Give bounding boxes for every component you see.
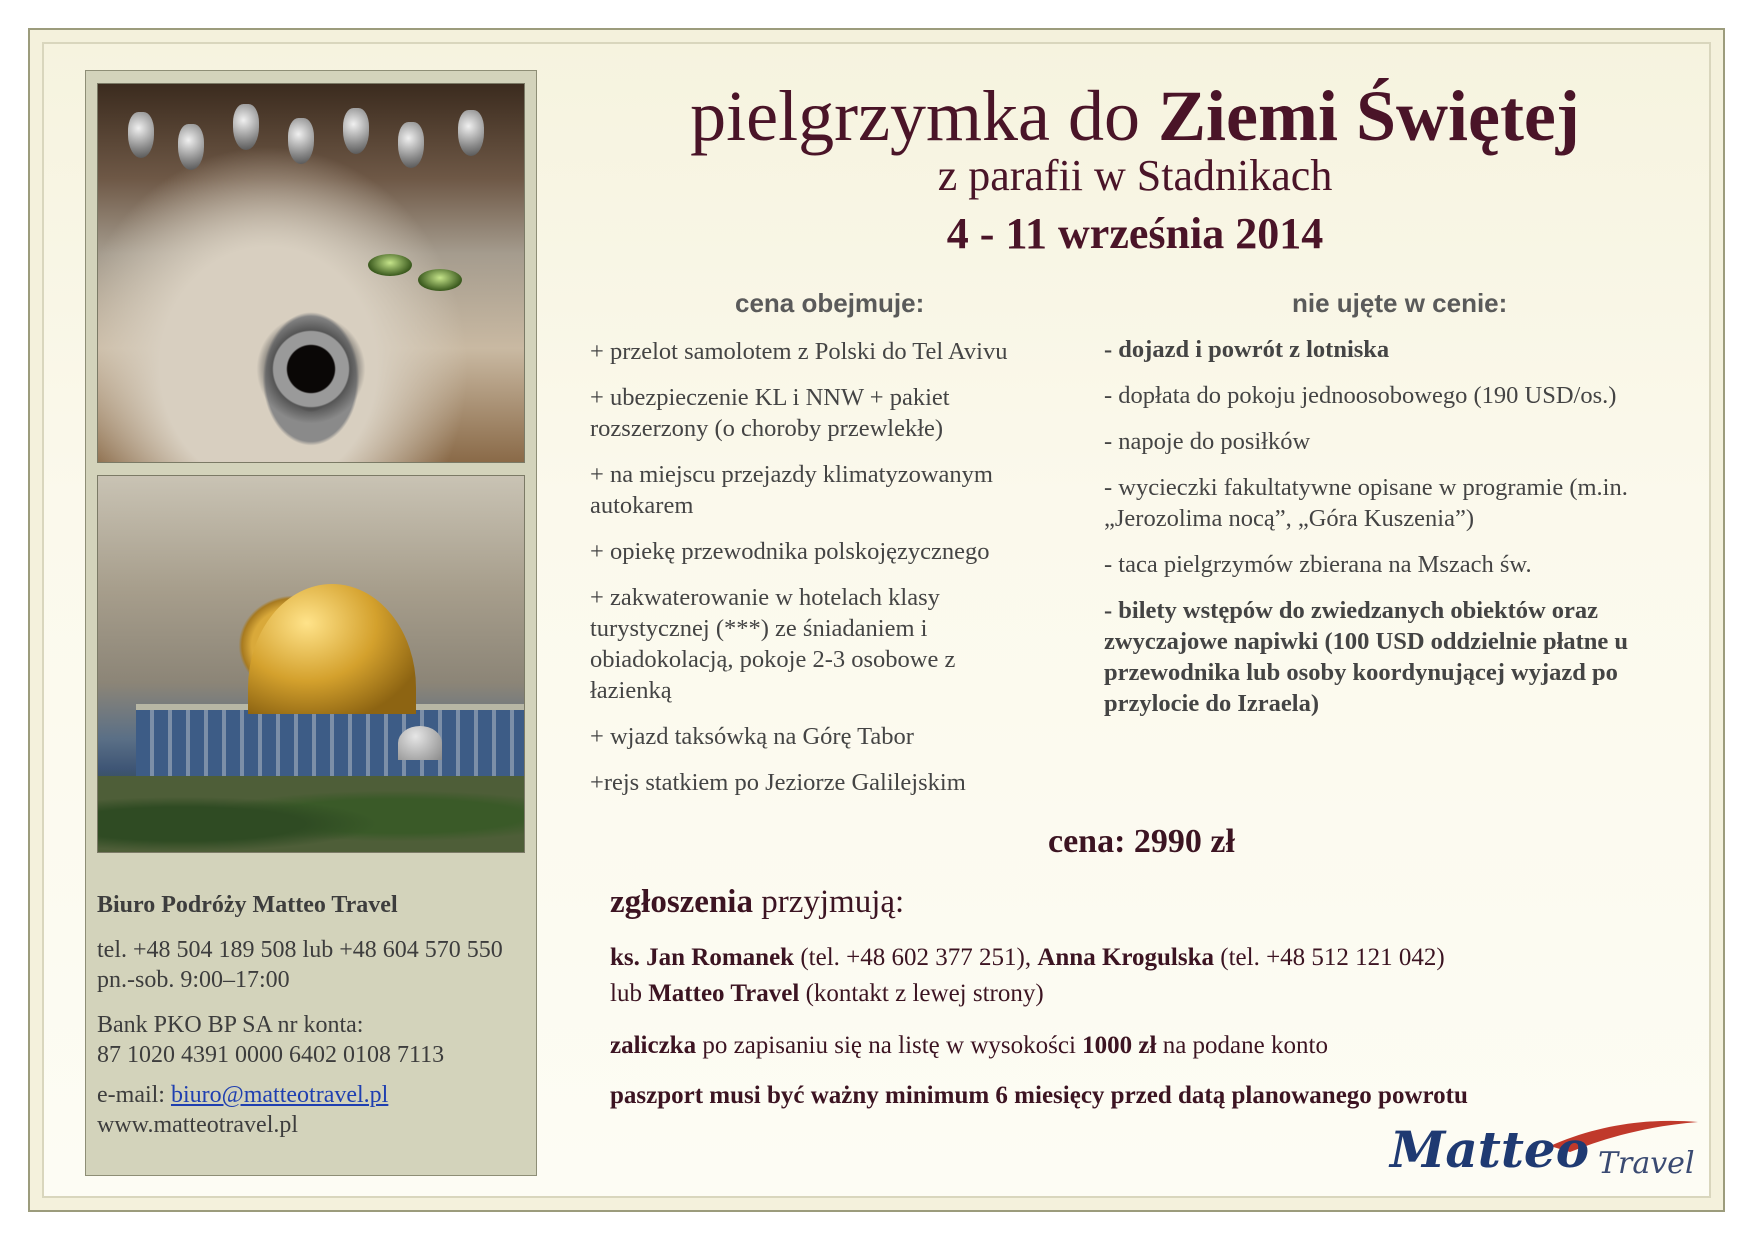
agency-phone: tel. +48 504 189 508 lub +48 604 570 550 bbox=[97, 937, 503, 963]
agency-hours: pn.-sob. 9:00–17:00 bbox=[97, 967, 290, 993]
title-prefix: pielgrzymka do bbox=[690, 76, 1158, 156]
agency-phone-block bbox=[97, 935, 527, 995]
lamp-icon bbox=[458, 110, 484, 156]
trees-shape bbox=[98, 776, 525, 853]
candle-icon bbox=[418, 269, 462, 291]
page-subtitle: z parafii w Stadnikach bbox=[937, 151, 1333, 200]
website-text: www.matteotravel.pl bbox=[97, 1112, 299, 1138]
agency-name bbox=[97, 890, 527, 920]
jerusalem-dome-photo bbox=[97, 475, 525, 853]
passport-line bbox=[610, 1078, 1710, 1114]
candle-icon bbox=[368, 254, 412, 276]
excluded-list bbox=[1104, 334, 1704, 734]
page-title bbox=[560, 76, 1710, 156]
contact2-phone: (tel. +48 512 121 042) bbox=[1214, 944, 1445, 971]
deposit-text1: po zapisaniu się na listę w wysokości bbox=[696, 1032, 1083, 1059]
title-bold: Ziemi Świętej bbox=[1157, 76, 1580, 156]
excluded-item: - dopłata do pokoju jednoosobowego (190 USD/os.) bbox=[1104, 382, 1617, 409]
deposit-line bbox=[610, 1028, 1710, 1064]
included-list bbox=[590, 336, 1070, 813]
grotto-nativity-photo bbox=[97, 83, 525, 463]
excluded-heading: nie ujęte w cenie: bbox=[1292, 288, 1508, 318]
silver-star-icon bbox=[256, 314, 366, 424]
lamp-icon bbox=[233, 104, 259, 150]
included-item: + ubezpieczenie KL i NNW + pakiet rozszerzony (o choroby przewlekłe) bbox=[590, 384, 950, 442]
registration-contacts bbox=[610, 940, 1710, 1012]
lamp-icon bbox=[343, 108, 369, 154]
dome-base-shape bbox=[136, 704, 525, 780]
registration-heading-rest: przyjmują: bbox=[752, 884, 905, 920]
lamp-icon bbox=[128, 112, 154, 158]
included-item: + na miejscu przejazdy klimatyzowanym autokarem bbox=[590, 461, 993, 519]
deposit-amount: 1000 zł bbox=[1082, 1032, 1157, 1059]
logo-sub-text: Travel bbox=[1598, 1146, 1695, 1181]
lamp-icon bbox=[178, 124, 204, 170]
matteo-travel-logo bbox=[1390, 1120, 1695, 1190]
registration-heading bbox=[610, 884, 904, 921]
agency-name-text: Biuro Podróży Matteo Travel bbox=[97, 892, 398, 918]
included-item: + zakwaterowanie w hotelach klasy turystycznej (***) ze śniadaniem i obiadokolacją, pokoje 2-3 osobowe z łazienką bbox=[590, 584, 956, 704]
contact2-name: Anna Krogulska bbox=[1037, 944, 1215, 971]
registration-heading-bold: zgłoszenia bbox=[610, 884, 753, 920]
email-label: e-mail: bbox=[97, 1082, 171, 1108]
golden-dome-icon bbox=[248, 584, 416, 714]
included-item: + wjazd taksówką na Górę Tabor bbox=[590, 723, 914, 750]
or-text: lub bbox=[610, 980, 649, 1007]
excluded-item: - dojazd i powrót z lotniska bbox=[1104, 336, 1390, 363]
email-link[interactable]: biuro@matteotravel.pl bbox=[170, 1082, 389, 1108]
small-dome-icon bbox=[398, 726, 442, 760]
deposit-text2: na podane konto bbox=[1156, 1032, 1328, 1059]
logo-main-text: Matteo bbox=[1390, 1120, 1590, 1179]
lamp-icon bbox=[288, 118, 314, 164]
included-item: + przelot samolotem z Polski do Tel Avivu bbox=[590, 338, 1008, 365]
included-heading: cena obejmuje: bbox=[735, 288, 925, 318]
passport-note: paszport musi być ważny minimum 6 miesięcy przed datą planowanego powrotu bbox=[610, 1082, 1468, 1109]
contact1-name: ks. Jan Romanek bbox=[610, 944, 795, 971]
excluded-item: - bilety wstępów do zwiedzanych obiektów oraz zwyczajowe napiwki (100 USD oddzielnie płatne u przewodnika lub osoby koordynującej wyjazd po przylocie do Izraela) bbox=[1104, 597, 1629, 717]
included-item: +rejs statkiem po Jeziorze Galilejskim bbox=[590, 769, 966, 796]
agency-web-block bbox=[97, 1080, 527, 1140]
agency-bank-block bbox=[97, 1010, 527, 1070]
excluded-item: - wycieczki fakultatywne opisane w programie (m.in. „Jerozolima nocą”, „Góra Kuszenia”) bbox=[1104, 474, 1628, 532]
price-text: cena: 2990 zł bbox=[1048, 823, 1235, 860]
bank-label: Bank PKO BP SA nr konta: bbox=[97, 1012, 364, 1038]
excluded-item: - napoje do posiłków bbox=[1104, 428, 1311, 455]
agency-note: (kontakt z lewej strony) bbox=[799, 980, 1044, 1007]
deposit-bold: zaliczka bbox=[610, 1032, 697, 1059]
bank-account: 87 1020 4391 0000 6402 0108 7113 bbox=[97, 1042, 445, 1068]
excluded-item: - taca pielgrzymów zbierana na Mszach św. bbox=[1104, 551, 1532, 578]
included-item: + opiekę przewodnika polskojęzycznego bbox=[590, 538, 990, 565]
lamp-icon bbox=[398, 122, 424, 168]
agency-name-bold: Matteo Travel bbox=[648, 980, 800, 1007]
trip-date: 4 - 11 września 2014 bbox=[946, 209, 1324, 258]
contact1-phone: (tel. +48 602 377 251), bbox=[794, 944, 1038, 971]
